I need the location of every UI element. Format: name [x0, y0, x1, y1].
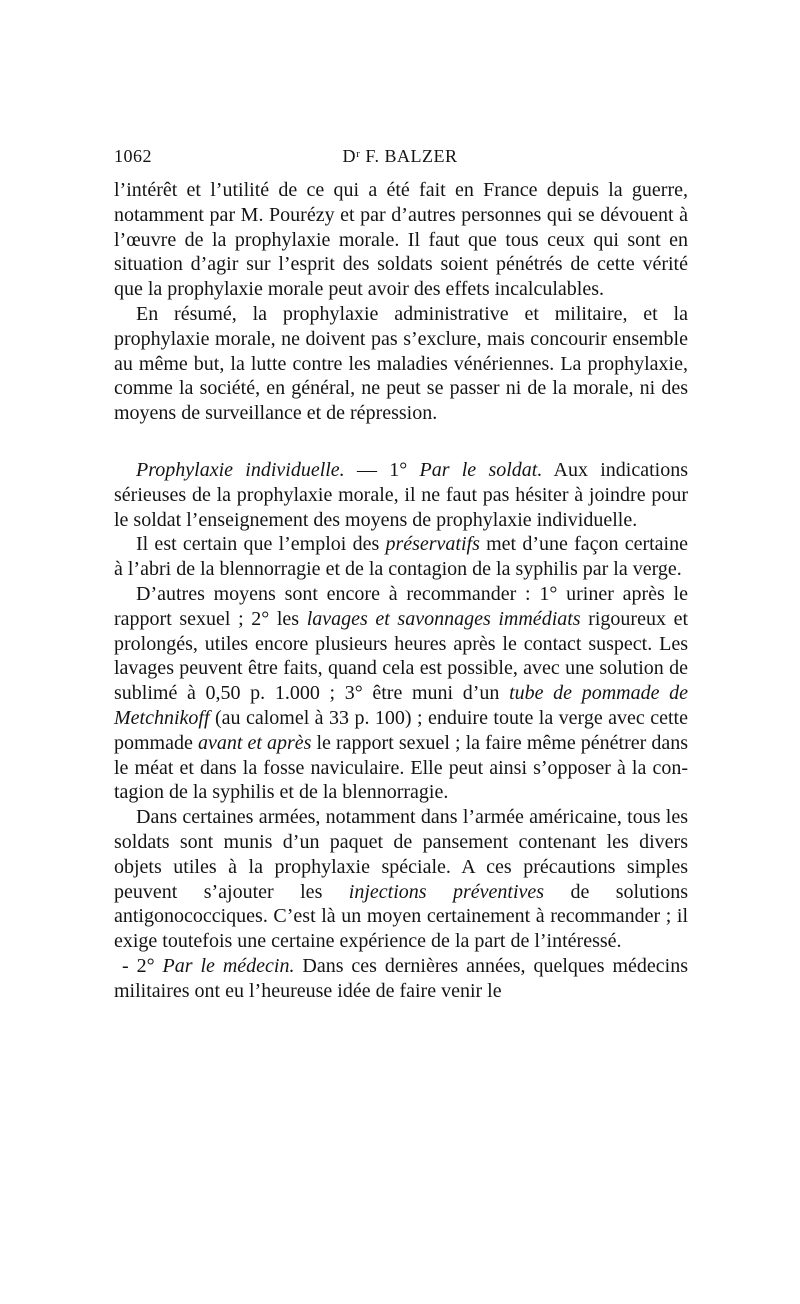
- paragraph-individual-prophylaxis: [114, 458, 688, 532]
- paragraph-text: le rapport sexuel ; la faire même pénétrer dans le méat et dans la fosse naviculaire. Elle peut ainsi s’opposer à la contagion de la syphilis et de la blennorragie.: [114, 731, 689, 804]
- emphasis-text: injections préventives: [348, 880, 545, 903]
- item-number: 2°: [136, 954, 163, 977]
- paragraph-other-means: [114, 582, 688, 805]
- paragraph-summary: En résumé, la prophylaxie administrative et militaire, et la prophylaxie morale, ne doivent pas s’exclure, mais concourir ensemble au même but, la lutte contre les maladies vénériennes. La prophylaxie, comme la société, en général, ne peut se passer ni de la morale, ni des moyens de surveillance et de répression.: [114, 302, 688, 425]
- section-gap: [114, 426, 688, 458]
- paragraph-text: (au calomel à 33 p. 100) ; enduire toute la verge avec cette pommade: [114, 706, 688, 754]
- item-number: 1°: [389, 458, 420, 481]
- page-header: [114, 146, 686, 174]
- paragraph-armies: [114, 805, 688, 954]
- running-head: Dʳ F. BALZER: [342, 146, 458, 166]
- page-body: [114, 178, 688, 1004]
- paragraph-preservatives: [114, 532, 688, 582]
- paragraph-text: met d’une façon certaine à l’abri de la blennorragie et de la contagion de la syphilis par la verge.: [114, 533, 688, 581]
- subsection-heading-doctor: Par le médecin.: [162, 954, 295, 977]
- paragraph-text: Dans ces dernières années, quelques médecins militaires ont eu l’heureuse idée de faire venir le: [114, 954, 688, 1002]
- margin-mark: -: [122, 954, 137, 977]
- heading-dash: —: [344, 458, 390, 481]
- paragraph-text: de solutions antigonococciques. C’est là un moyen certainement à recommander ; il exige toutefois une certaine expérience de la part de l’intéressé.: [114, 880, 689, 953]
- paragraph-text: Dans certaines armées, notamment dans l’armée américaine, tous les soldats sont munis d’un paquet de pansement contenant les divers objets utiles à la prophylaxie spéciale. A ces précautions simples peuvent s’ajouter les: [114, 806, 688, 903]
- paragraph-text: rigoureux et prolongés, utiles encore plusieurs heures après le contact suspect. Les lavages peuvent être faits, quand cela est possible, avec une solution de sublimé à 0,50 p. 1.000 ; 3° être muni d’un: [114, 607, 689, 705]
- page-number: 1062: [114, 146, 152, 166]
- subsection-heading-soldier: Par le soldat.: [419, 458, 543, 481]
- paragraph-text: D’autres moyens sont encore à recommander : 1° uriner après le rapport sexuel ; 2° les: [114, 582, 688, 630]
- section-heading: Prophylaxie individuelle.: [136, 458, 345, 481]
- emphasis-text: préservatifs: [385, 533, 480, 556]
- emphasis-text: lavages et savonnages immédiats: [306, 607, 581, 630]
- paragraph-text: Il est certain que l’emploi des: [136, 533, 386, 556]
- emphasis-text: tube de pommade de Metchnikoff: [114, 682, 688, 729]
- paragraph-morale-conclusion: l’intérêt et l’utilité de ce qui a été fait en France depuis la guerre, notamment par M. Pourézy et par d’autres personnes qui se dévouent à l’œuvre de la prophylaxie morale. Il faut que tous ceux qui sont en situation d’agir sur l’esprit des soldats soient pénétrés de cette vérité que la prophylaxie morale peut avoir des effets incalculables.: [114, 179, 688, 301]
- emphasis-text: avant et après: [197, 731, 312, 754]
- paragraph-text: Aux indications sérieuses de la prophylaxie morale, il ne faut pas hésiter à joindre pour le soldat l’enseignement des moyens de prophylaxie individuelle.: [114, 458, 688, 531]
- paragraph-by-doctor: [114, 954, 688, 1004]
